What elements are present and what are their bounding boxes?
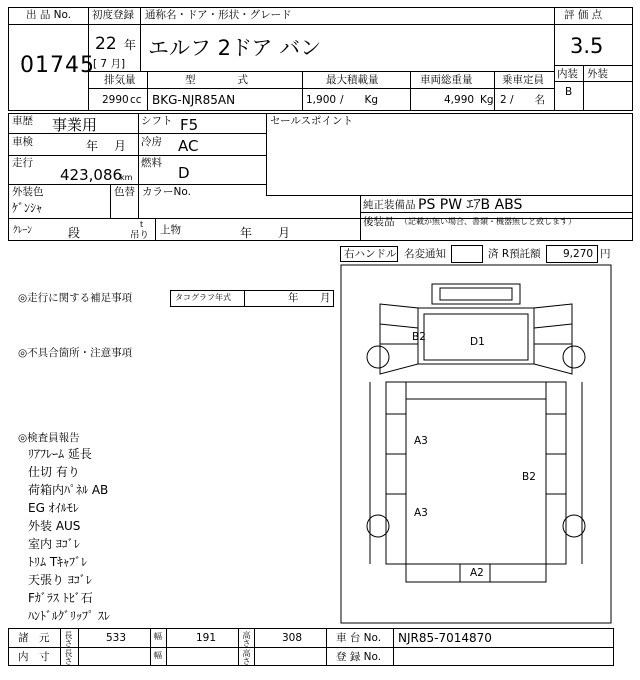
divider [138, 184, 139, 218]
divider [254, 628, 255, 666]
damage-mark: A2 [470, 567, 484, 579]
aircon-value: AC [178, 137, 199, 155]
model-code-label: 型 式 [185, 74, 248, 86]
aftermarket-note: （記載が無い場合、書類・機器無しと致します） [400, 217, 576, 226]
divider [393, 628, 394, 666]
list-item: ﾘｱﾌﾚｰﾑ 延長 [28, 447, 92, 461]
list-item: 室内 ﾖｺﾞﾚ [28, 537, 80, 551]
gross-weight-label: 車両総重量 [420, 74, 473, 86]
divider [8, 184, 266, 185]
capacity-value: 2 [500, 94, 507, 106]
divider [554, 81, 633, 82]
inner-height-label: 高さ [242, 649, 251, 665]
inner-dims-label: 内 寸 [18, 651, 50, 663]
recycle-unit: 円 [600, 248, 611, 260]
interior-grade: B [565, 86, 573, 98]
divider [266, 195, 633, 196]
history-label: 車歴 [12, 115, 33, 127]
max-load-value: 1,900 [306, 94, 337, 106]
height-label: 高さ [242, 631, 251, 647]
inspection-year: 年 [86, 139, 99, 153]
color-change-label: 色替 [114, 186, 135, 198]
divider [238, 628, 239, 666]
divider [494, 71, 495, 111]
list-item: Fｶﾞﾗｽ ﾄﾋﾞ石 [28, 591, 93, 605]
divider [302, 71, 303, 111]
divider [138, 113, 139, 184]
list-item: ﾊﾝﾄﾞﾙｸﾞﾘｯﾌﾟ ｽﾚ [28, 609, 110, 623]
width-label: 幅 [154, 632, 162, 641]
damage-mark: D1 [470, 336, 485, 348]
divider [8, 155, 266, 156]
divider [140, 7, 141, 24]
defects-label: ◎不具合箇所・注意事項 [18, 347, 133, 359]
tachograph-year: 年 [288, 292, 299, 304]
divider [147, 71, 148, 111]
fuel-label: 燃料 [141, 157, 162, 169]
divider [78, 628, 79, 666]
dims-label: 諸 元 [18, 632, 50, 644]
divider [88, 24, 554, 25]
mileage-label: 走行 [12, 157, 33, 169]
divider [266, 113, 267, 195]
genuine-equipment-value: PS PW ｴｱB ABS [418, 197, 523, 213]
first-reg-month: [ 7 月] [93, 58, 126, 70]
length-value: 533 [106, 632, 127, 644]
capacity-unit: / 名 [510, 94, 546, 106]
genuine-equipment-label: 純正装備品 [363, 199, 416, 211]
list-item: EG ｵｲﾙﾓﾚ [28, 501, 79, 515]
list-item: 荷箱内ﾊﾟﾈﾙ AB [28, 483, 109, 497]
divider [8, 647, 614, 648]
name-change-box [451, 245, 483, 263]
tachograph-month: 月 [320, 292, 331, 304]
divider [326, 628, 327, 666]
crane-label: ｸﾚｰﾝ [13, 225, 33, 236]
list-item: 仕切 有り [28, 465, 80, 479]
divider [583, 65, 584, 111]
first-reg-year: 22 [95, 34, 117, 54]
gross-weight-unit: Kg [480, 94, 494, 106]
max-load-unit: / Kg [340, 94, 379, 106]
selling-points-label: セールスポイント [270, 115, 354, 127]
lift-label: 上物 [160, 224, 181, 236]
interior-grade-label: 内装 [557, 68, 578, 80]
divider [150, 628, 151, 666]
car-name: エルフ 2ドア バン [148, 36, 322, 60]
divider [88, 88, 554, 89]
width-value: 191 [196, 632, 217, 644]
gross-weight-value: 4,990 [444, 94, 475, 106]
divider [140, 24, 141, 71]
inner-length-label: 長さ [64, 649, 73, 665]
tachograph-label: タコグラフ年式 [175, 293, 231, 302]
history-value: 事業用 [52, 116, 98, 134]
list-item: 外装 AUS [28, 519, 81, 533]
divider [60, 628, 61, 666]
shift-label: シフト [141, 115, 173, 127]
divider [554, 7, 555, 111]
recycle-value: 9,270 [563, 248, 594, 260]
shift-value: F5 [180, 116, 199, 134]
aftermarket-label: 後装品 [363, 216, 395, 228]
name-change-label: 名変通知 [404, 248, 446, 260]
divider [554, 24, 633, 25]
fuel-value: D [178, 164, 190, 182]
capacity-label: 乗車定員 [502, 74, 544, 86]
score-label: 評 価 点 [564, 9, 603, 21]
crane-stage: 段 [68, 226, 81, 240]
mileage-unit: km [120, 173, 133, 182]
damage-mark: A3 [414, 507, 428, 519]
inner-width-label: 幅 [154, 651, 162, 660]
inspector-report-label: ◎検査員報告 [18, 432, 80, 444]
divider [8, 133, 266, 134]
lot-number: 01745 [20, 53, 95, 78]
chassis-label: 車 台 No. [336, 632, 382, 644]
model-code: BKG-NJR85AN [152, 93, 236, 107]
score-value: 3.5 [570, 34, 604, 58]
recycle-label: 済 R預託額 [488, 248, 541, 260]
displacement-label: 排気量 [104, 74, 136, 86]
max-load-label: 最大積載量 [326, 74, 379, 86]
list-item: ﾄﾘﾑ Tｷｬﾌﾞﾚ [28, 555, 88, 569]
right-hand-label: 右ハンドル [344, 248, 397, 260]
damage-mark: B2 [522, 471, 536, 483]
divider [155, 218, 156, 241]
aircon-label: 冷房 [141, 136, 162, 148]
divider [554, 65, 633, 66]
inspection-month: 月 [114, 139, 127, 153]
displacement-unit: cc [130, 94, 142, 106]
chassis-value: NJR85-7014870 [398, 631, 492, 645]
lift-month: 月 [278, 226, 291, 240]
divider [8, 24, 88, 25]
lot-number-label: 出 品 No. [26, 9, 72, 21]
inspection-label: 車検 [12, 136, 33, 148]
length-label: 長さ [64, 631, 73, 647]
registration-label: 登 録 No. [336, 651, 382, 663]
divider [244, 290, 245, 307]
list-item: 天張り ﾖｺﾞﾚ [28, 573, 92, 587]
mileage-value: 423,086 [60, 166, 123, 184]
lift-year: 年 [240, 226, 253, 240]
year-unit: 年 [124, 38, 137, 52]
crane-hoist-label: 吊り [130, 230, 150, 241]
damage-mark: B2 [412, 331, 426, 343]
ext-color-label: 外装色 [12, 186, 44, 198]
damage-mark: A3 [414, 435, 428, 447]
divider [110, 184, 111, 218]
displacement-value: 2990 [102, 94, 129, 106]
first-reg-label: 初度登録 [92, 9, 134, 21]
color-no-label: カラーNo. [142, 186, 191, 198]
model-desc-label: 通称名・ドア・形状・グレード [145, 9, 292, 21]
exterior-grade-label: 外装 [587, 68, 608, 80]
divider [166, 628, 167, 666]
divider [410, 71, 411, 111]
divider [360, 195, 361, 240]
divider [88, 71, 554, 72]
height-value: 308 [282, 632, 303, 644]
crane-hoist-t: t [140, 220, 144, 229]
driving-notes-label: ◎走行に関する補足事項 [18, 292, 133, 304]
ext-color-value: ｹﾞﾝｼｬ [12, 201, 43, 215]
